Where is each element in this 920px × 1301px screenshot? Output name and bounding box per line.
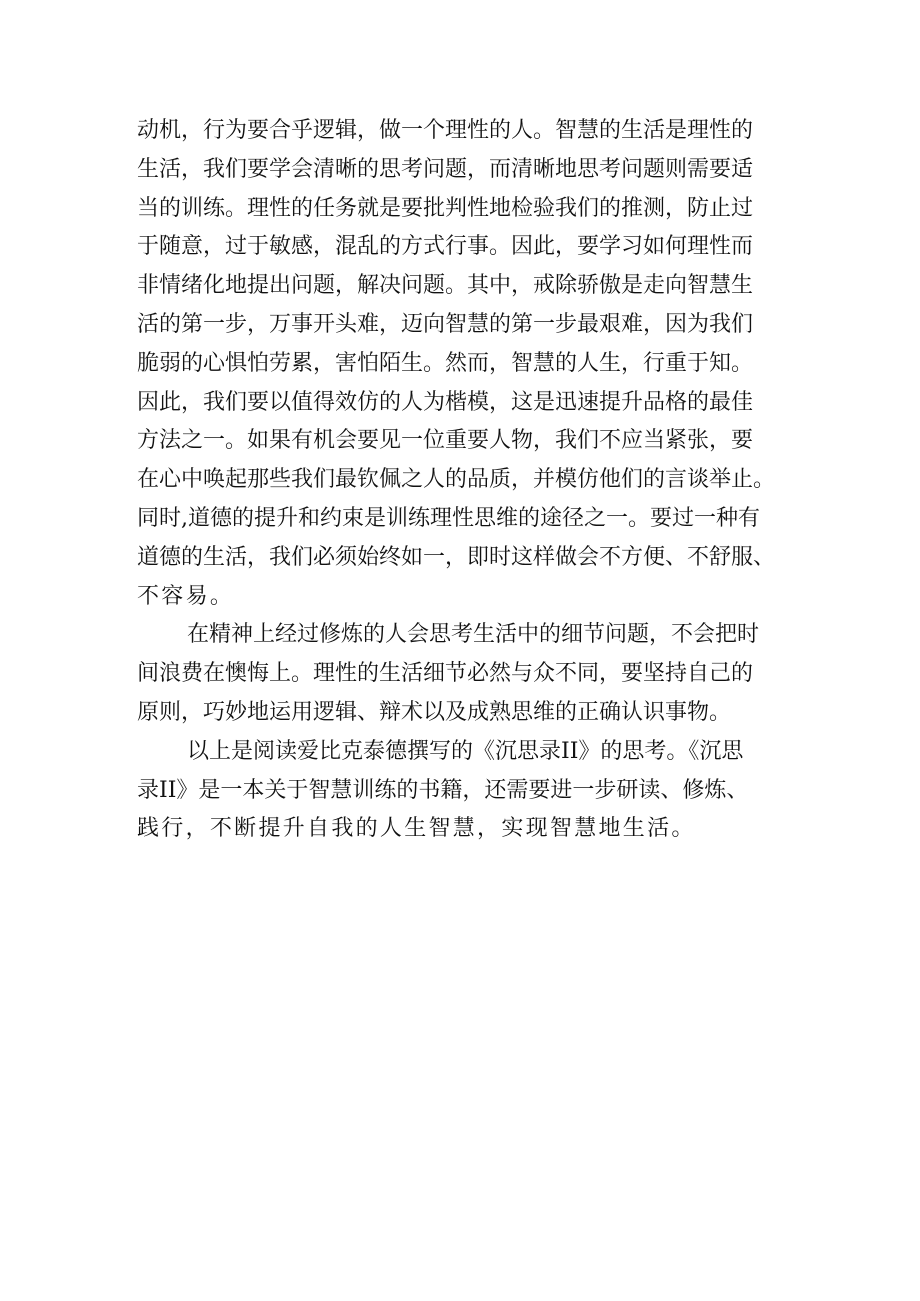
text-line: 生活，我们要学会清晰的思考问题，而清晰地思考问题则需要适 [137,156,754,182]
text-line: 当的训练。理性的任务就是要批判性地检验我们的推测，防止过 [137,195,754,221]
text-line: 方法之一。如果有机会要见一位重要人物，我们不应当紧张，要 [137,428,754,454]
text-line: 不容易。 [137,583,235,609]
paragraph-first-line: 以上是阅读爱比克泰德撰写的《沉思录II》的思考。《沉思 [187,738,744,764]
text-line: 非情绪化地提出问题，解决问题。其中，戒除骄傲是走向智慧生 [137,273,754,299]
text-line: 道德的生活，我们必须始终如一，即时这样做会不方便、不舒服、 [137,544,776,570]
text-line: 同时,道德的提升和约束是训练理性思维的途径之一。要过一种有 [137,505,760,531]
text-line: 在心中唤起那些我们最钦佩之人的品质，并模仿他们的言谈举止。 [137,467,776,493]
text-line: 原则，巧妙地运用逻辑、辩术以及成熟思维的正确认识事物。 [137,699,732,725]
text-line: 践行，不断提升自我的人生智慧，实现智慧地生活。 [137,816,696,842]
text-line: 间浪费在懊悔上。理性的生活细节必然与众不同，要坚持自己的 [137,661,754,687]
paragraph-first-line: 在精神上经过修炼的人会思考生活中的细节问题，不会把时 [187,622,760,648]
text-line: 动机，行为要合乎逻辑，做一个理性的人。智慧的生活是理性的 [137,118,754,143]
text-line: 录II》是一本关于智慧训练的书籍，还需要进一步研读、修炼、 [137,777,749,803]
body-text [137,112,817,849]
text-line: 于随意，过于敏感，混乱的方式行事。因此，要学习如何理性而 [137,234,754,260]
text-line: 活的第一步，万事开头难，迈向智慧的第一步最艰难，因为我们 [137,311,754,337]
text-line: 因此，我们要以值得效仿的人为楷模，这是迅速提升品格的最佳 [137,389,754,415]
text-line: 脆弱的心惧怕劳累，害怕陌生。然而，智慧的人生，行重于知。 [137,350,754,376]
